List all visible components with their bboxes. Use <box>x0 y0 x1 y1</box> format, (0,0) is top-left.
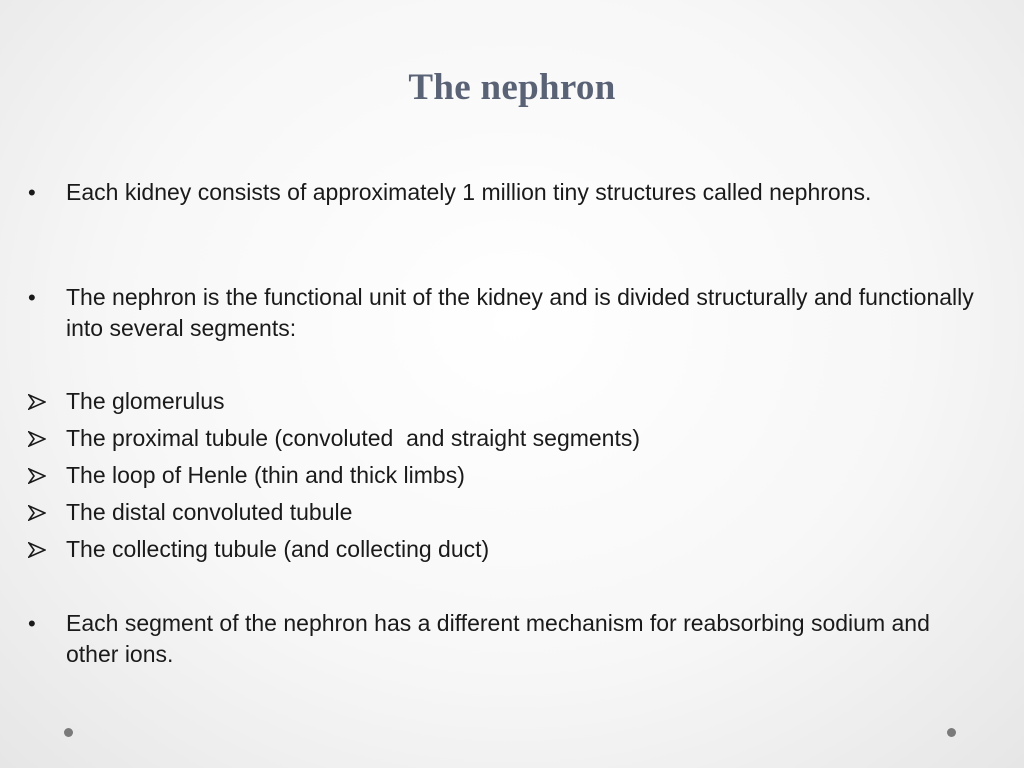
bullet-marker: • <box>28 180 36 205</box>
arrowhead-bullet-icon <box>28 431 46 447</box>
dot-icon <box>64 728 73 737</box>
arrowhead-bullet-icon <box>28 505 46 521</box>
bullet-text: Each segment of the nephron has a different mechanism for reabsorbing sodium and other ions. <box>66 610 930 667</box>
arrowhead-bullet-icon <box>28 468 46 484</box>
segment-label: The distal convoluted tubule <box>66 499 353 525</box>
slide-title: The nephron <box>408 67 616 108</box>
bullet-text: The nephron is the functional unit of the kidney and is divided structurally and functionally into several segments: <box>66 284 974 341</box>
dot-icon <box>947 728 956 737</box>
bullet-marker: • <box>28 285 36 310</box>
segment-label: The glomerulus <box>66 388 225 414</box>
bullet-text: Each kidney consists of approximately 1 million tiny structures called nephrons. <box>66 179 872 205</box>
bullet-marker: • <box>28 611 36 636</box>
segment-label: The proximal tubule (convoluted and straight segments) <box>66 425 641 451</box>
arrowhead-bullet-icon <box>28 542 46 558</box>
segment-label: The collecting tubule (and collecting duct) <box>66 536 490 562</box>
segment-label: The loop of Henle (thin and thick limbs) <box>66 462 465 488</box>
arrowhead-bullet-icon <box>28 394 46 410</box>
